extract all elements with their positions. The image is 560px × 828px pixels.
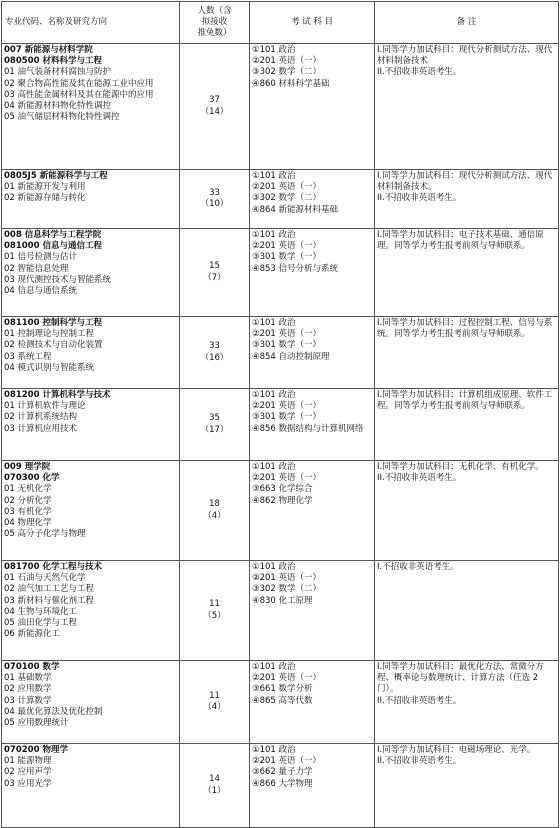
exam-subject: ②201 英语（一） xyxy=(252,401,322,412)
enrollment-count: 11 xyxy=(209,599,220,610)
table-body xyxy=(2,44,559,828)
table-row xyxy=(2,389,559,461)
research-direction: 04 生物与环境化工 xyxy=(4,606,78,617)
header-subjects: 考 试 科 目 xyxy=(250,2,375,44)
major-cell xyxy=(2,317,180,389)
research-direction: 01 基础数学 xyxy=(4,673,52,684)
exam-subject: ④864 新能源材料基础 xyxy=(252,204,339,215)
research-direction: 01 能源物理 xyxy=(4,756,52,767)
exam-subject: ②201 英语（一） xyxy=(252,182,322,193)
recommended-count: （5） xyxy=(203,610,226,621)
table-header-row xyxy=(2,2,559,44)
notes-cell xyxy=(375,44,559,170)
research-direction: 01 计算机软件与理论 xyxy=(4,401,86,412)
count-cell xyxy=(180,44,250,170)
exam-subject: ①101 政治 xyxy=(252,662,296,672)
research-direction: 03 计算机应用技术 xyxy=(4,423,78,434)
recommended-count: （17） xyxy=(200,424,229,435)
enrollment-count: 11 xyxy=(209,690,220,701)
major-cell xyxy=(2,661,180,744)
exam-subject: ②201 英语（一） xyxy=(252,241,322,252)
exam-subject: ③301 数学（一） xyxy=(252,412,322,423)
major-title: 070100 数学 xyxy=(4,662,60,672)
notes-cell xyxy=(375,389,559,461)
count-cell xyxy=(180,229,250,317)
enrollment-count: 35 xyxy=(209,413,220,424)
subjects-cell xyxy=(250,44,375,170)
count-cell xyxy=(180,389,250,461)
note-text: I.同等学力加试科目：无机化学、有机化学。 xyxy=(377,462,544,472)
exam-subject: ③301 数学（一） xyxy=(252,340,322,351)
exam-subject: ④865 高等代数 xyxy=(252,695,313,706)
note-text: II.不招收非英语考生。 xyxy=(377,695,462,706)
research-direction: 01 信号检测与估计 xyxy=(4,252,78,263)
exam-subject: ①101 政治 xyxy=(252,45,296,55)
recommended-count: （1） xyxy=(203,785,226,796)
note-text: II.不招收非英语考生。 xyxy=(377,756,462,767)
research-direction: 02 分析化学 xyxy=(4,495,52,506)
research-direction: 03 应用光学 xyxy=(4,778,52,789)
research-direction: 02 智能信息处理 xyxy=(4,263,69,274)
count-cell xyxy=(180,661,250,744)
subjects-cell xyxy=(250,389,375,461)
research-direction: 03 计算数学 xyxy=(4,695,52,706)
count-cell xyxy=(180,744,250,828)
note-text: I.同等学力加试科目：现代分析测试方法、现代材料制备技术。 xyxy=(377,171,553,193)
major-cell xyxy=(2,744,180,828)
recommended-count: （4） xyxy=(203,510,226,521)
note-text: II.不招收非英语考生。 xyxy=(377,193,462,204)
enrollment-count: 33 xyxy=(209,187,220,198)
major-title: 009 理学院 xyxy=(4,462,51,472)
exam-subject: ③302 数学（二） xyxy=(252,584,322,595)
major-title: 081000 信息与通信工程 xyxy=(4,241,102,252)
subjects-cell xyxy=(250,317,375,389)
exam-subject: ②201 英语（一） xyxy=(252,56,322,67)
table-row xyxy=(2,170,559,229)
note-text: I.同等学力加试科目：电磁场理论、光学。 xyxy=(377,745,536,755)
recommended-count: （10） xyxy=(200,199,229,209)
exam-subject: ②201 英语（一） xyxy=(252,756,322,767)
exam-subject: ④866 大学物理 xyxy=(252,778,313,789)
major-cell xyxy=(2,44,180,170)
notes-cell xyxy=(375,317,559,389)
research-direction: 02 油气加工工艺与工程 xyxy=(4,584,95,595)
exam-subject: ③662 量子力学 xyxy=(252,767,313,778)
exam-subject: ①101 政治 xyxy=(252,562,296,572)
header-notes: 备 注 xyxy=(375,2,559,44)
notes-cell xyxy=(375,561,559,661)
major-cell xyxy=(2,561,180,661)
exam-subject: ③302 数学（二） xyxy=(252,67,322,78)
header-count: 人数（含 拟接收 推免数） xyxy=(180,2,250,44)
table-row xyxy=(2,44,559,170)
note-text: I.同等学力加试科目：计算机组成原理、软件工程。同等学力考生报考前须与导师联系。 xyxy=(377,390,553,412)
note-text: I.同等学力加试科目：电子技术基础、通信原理。同等学力考生报考前须与导师联系。 xyxy=(377,230,544,252)
exam-subject: ③302 数学（二） xyxy=(252,193,322,204)
research-direction: 04 最优化算法及优化控制 xyxy=(4,706,103,717)
major-title: 081200 计算机科学与技术 xyxy=(4,390,111,400)
research-direction: 01 控制理论与控制工程 xyxy=(4,329,95,340)
research-direction: 01 新能源开发与利用 xyxy=(4,182,86,193)
major-title: 070200 物理学 xyxy=(4,745,68,755)
note-text: I.同等学力加试科目：过程控制工程、信号与系统。同等学力考生报考前须与导师联系。 xyxy=(377,318,553,340)
research-direction: 02 应用数学 xyxy=(4,684,52,695)
research-direction: 05 高分子化学与物理 xyxy=(4,529,86,540)
subjects-cell xyxy=(250,561,375,661)
research-direction: 03 新材料与催化剂工程 xyxy=(4,595,95,606)
count-cell xyxy=(180,461,250,561)
exam-subject: ③661 数学分析 xyxy=(252,684,313,695)
notes-cell xyxy=(375,744,559,828)
research-direction: 01 无机化学 xyxy=(4,484,52,495)
subjects-cell xyxy=(250,661,375,744)
exam-subject: ②201 英语（一） xyxy=(252,329,322,340)
table-row xyxy=(2,661,559,744)
exam-subject: ④830 化工原理 xyxy=(252,595,313,606)
recommended-count: （4） xyxy=(203,702,226,712)
research-direction: 02 检测技术与自动化装置 xyxy=(4,340,103,351)
exam-subject: ②201 英语（一） xyxy=(252,473,322,484)
research-direction: 02 聚合物高性能及其在能源工业中应用 xyxy=(4,78,154,89)
exam-subject: ④853 信号分析与系统 xyxy=(252,263,339,274)
exam-subject: ①101 政治 xyxy=(252,745,296,755)
header-major: 专业代码、名称及研究方向 xyxy=(2,2,180,44)
table-row xyxy=(2,229,559,317)
note-text: I.同等学力加试科目：现代分析测试方法、现代材料制备技术 xyxy=(377,45,553,67)
major-cell xyxy=(2,170,180,229)
exam-subject: ①101 政治 xyxy=(252,171,296,181)
research-direction: 03 有机化学 xyxy=(4,506,52,517)
subjects-cell xyxy=(250,229,375,317)
major-title: 081100 控制科学与工程 xyxy=(4,318,102,328)
research-direction: 02 计算机系统结构 xyxy=(4,412,78,423)
recommended-count: （7） xyxy=(203,272,226,283)
research-direction: 01 石油与天然气化学 xyxy=(4,573,86,584)
recommended-count: （14） xyxy=(200,106,229,117)
research-direction: 02 应用声学 xyxy=(4,767,52,778)
major-cell xyxy=(2,389,180,461)
exam-subject: ④856 数据结构与计算机网络 xyxy=(252,423,364,434)
research-direction: 01 油气装备材料腐蚀与防护 xyxy=(4,67,112,78)
exam-subject: ④862 物理化学 xyxy=(252,495,313,506)
recommended-count: （16） xyxy=(200,352,229,363)
notes-cell xyxy=(375,170,559,229)
enrollment-count: 18 xyxy=(209,499,220,510)
note-text: II.不招收非英语考生。 xyxy=(377,67,462,78)
enrollment-count: 37 xyxy=(209,95,220,106)
exam-subject: ③301 数学（一） xyxy=(252,252,322,263)
table-row xyxy=(2,744,559,828)
exam-subject: ①101 政治 xyxy=(252,230,296,240)
research-direction: 04 物理化学 xyxy=(4,518,52,529)
major-title: 080500 材料科学与工程 xyxy=(4,56,102,67)
exam-subject: ①101 政治 xyxy=(252,318,296,328)
count-cell xyxy=(180,170,250,229)
exam-subject: ③663 化学综合 xyxy=(252,484,313,495)
enrollment-count: 14 xyxy=(209,774,220,785)
research-direction: 05 油田化学与工程 xyxy=(4,618,78,629)
major-title: 081700 化学工程与技术 xyxy=(4,562,102,572)
research-direction: 04 模式识别与智能系统 xyxy=(4,362,95,373)
note-text: I.不招收非英语考生。 xyxy=(377,562,459,572)
major-title: 0805J5 新能源科学与工程 xyxy=(4,171,108,181)
exam-subject: ①101 政治 xyxy=(252,390,296,400)
exam-subject: ④854 自动控制原理 xyxy=(252,351,330,362)
research-direction: 03 现代测控技术与智能系统 xyxy=(4,274,112,285)
research-direction: 05 油气储层材料物化特性调控 xyxy=(4,112,120,123)
table-row xyxy=(2,317,559,389)
exam-subject: ②201 英语（一） xyxy=(252,573,322,584)
note-text: II.不招收非英语考生。 xyxy=(377,473,462,484)
note-text: I.同等学力加试科目：最优化方法、常微分方程、概率论与数理统计、计算方法（任选 2 门）。 xyxy=(377,662,544,695)
count-cell xyxy=(180,561,250,661)
research-direction: 03 高性能金属材料及其在能源中的应用 xyxy=(4,89,154,100)
exam-subject: ①101 政治 xyxy=(252,462,296,472)
major-title: 008 信息科学与工程学院 xyxy=(4,230,102,240)
admissions-table xyxy=(1,1,559,828)
subjects-cell xyxy=(250,744,375,828)
table-row xyxy=(2,561,559,661)
major-title: 070300 化学 xyxy=(4,473,60,484)
major-cell xyxy=(2,229,180,317)
exam-subject: ②201 英语（一） xyxy=(252,673,322,684)
research-direction: 04 新能源材料物化特性调控 xyxy=(4,101,112,112)
research-direction: 03 系统工程 xyxy=(4,351,52,362)
major-cell xyxy=(2,461,180,561)
research-direction: 04 信息与通信系统 xyxy=(4,286,78,297)
subjects-cell xyxy=(250,170,375,229)
research-direction: 06 新能源化工 xyxy=(4,629,61,640)
research-direction: 05 应用数理统计 xyxy=(4,718,69,729)
research-direction: 02 新能源存储与转化 xyxy=(4,193,86,204)
major-title: 007 新能源与材料学院 xyxy=(4,45,93,55)
notes-cell xyxy=(375,661,559,744)
table-row xyxy=(2,461,559,561)
notes-cell xyxy=(375,461,559,561)
exam-subject: ④860 材料科学基础 xyxy=(252,78,330,89)
enrollment-count: 15 xyxy=(209,261,220,272)
count-cell xyxy=(180,317,250,389)
subjects-cell xyxy=(250,461,375,561)
notes-cell xyxy=(375,229,559,317)
enrollment-count: 33 xyxy=(209,341,220,352)
